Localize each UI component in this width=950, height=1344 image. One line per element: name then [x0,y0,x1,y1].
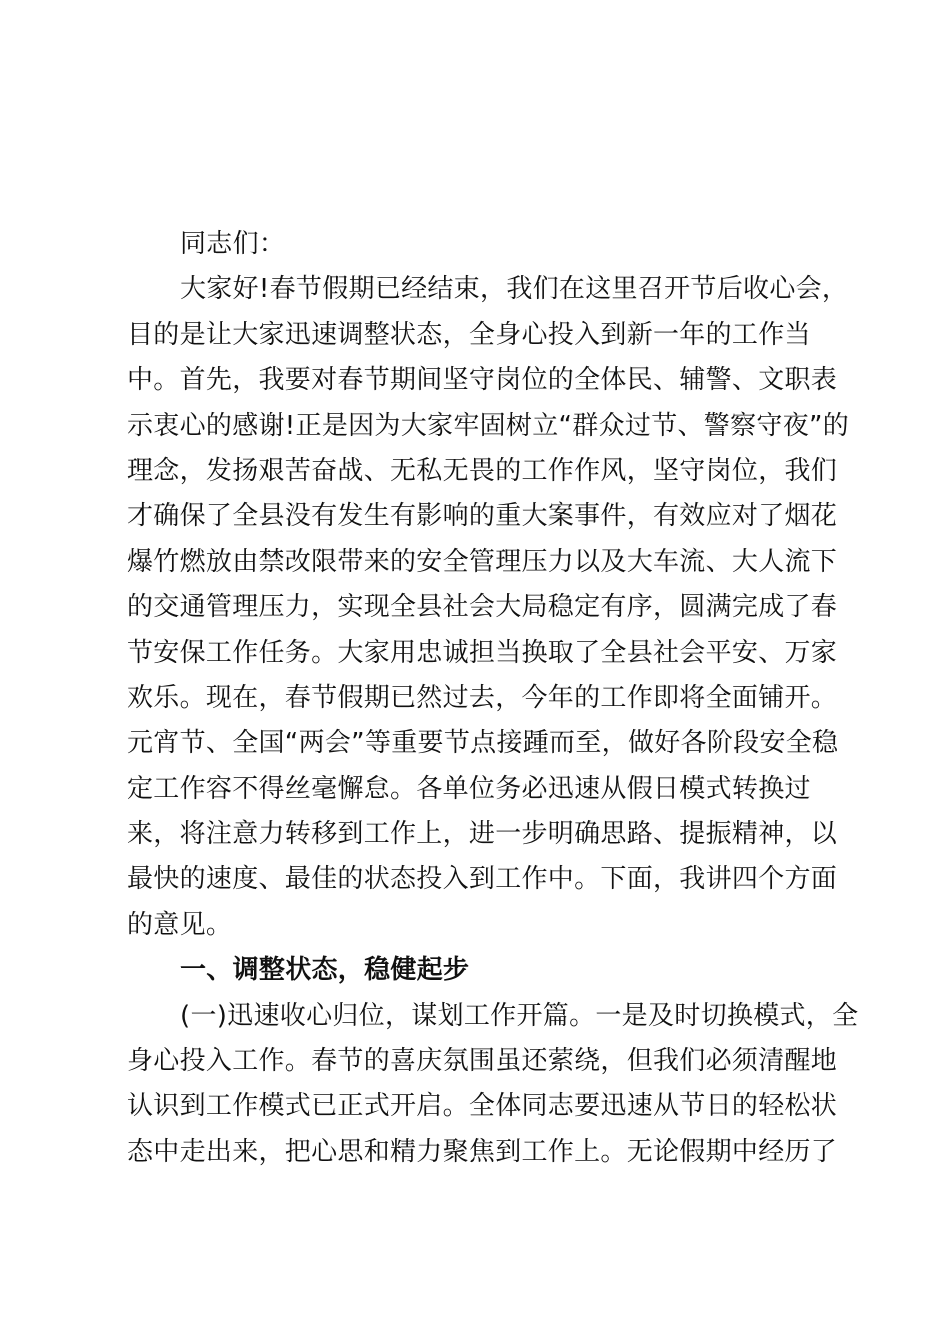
paragraph-1-line: 示衷心的感谢!正是因为大家牢固树立“群众过节、警察守夜”的 [127,410,850,441]
document-body [127,222,859,1175]
paragraph-1-line: 元宵节、全国“两会”等重要节点接踵而至，做好各阶段安全稳 [127,728,839,759]
paragraph-2-line: 认识到工作模式已正式开启。全体同志要迅速从节日的轻松状 [127,1091,838,1122]
section-heading: 一、调整状态，稳健起步 [180,955,470,986]
paragraph-1-line: 的交通管理压力，实现全县社会大局稳定有序，圆满完成了春 [127,592,838,623]
paragraph-1-line: 才确保了全县没有发生有影响的重大案事件，有效应对了烟花 [127,501,838,532]
paragraph-1-line: 的意见。 [127,909,233,940]
paragraph-2-line: (一)迅速收心归位，谋划工作开篇。一是及时切换模式，全 [180,1000,859,1031]
paragraph-1-line: 定工作容不得丝毫懈怠。各单位务必迅速从假日模式转换过 [127,773,811,804]
paragraph-2-line: 态中走出来，把心思和精力聚焦到工作上。无论假期中经历了 [127,1136,838,1167]
paragraph-1-line: 大家好!春节假期已经结束，我们在这里召开节后收心会， [180,274,849,305]
paragraph-1-line: 来，将注意力转移到工作上，进一步明确思路、提振精神，以 [127,819,838,850]
paragraph-1-line: 最快的速度、最佳的状态投入到工作中。下面，我讲四个方面 [127,864,838,895]
paragraph-1-line: 理念，发扬艰苦奋战、无私无畏的工作作风，坚守岗位，我们 [127,455,838,486]
paragraph-1-line: 目的是让大家迅速调整状态，全身心投入到新一年的工作当 [127,319,811,350]
paragraph-1-line: 节安保工作任务。大家用忠诚担当换取了全县社会平安、万家 [127,637,838,668]
paragraph-1-line: 中。首先，我要对春节期间坚守岗位的全体民、辅警、文职表 [127,365,838,396]
paragraph-1-line: 爆竹燃放由禁改限带来的安全管理压力以及大车流、大人流下 [127,546,838,577]
paragraph-1-line: 欢乐。现在，春节假期已然过去，今年的工作即将全面铺开。 [127,682,838,713]
paragraph-2-line: 身心投入工作。春节的喜庆氛围虽还萦绕，但我们必须清醒地 [127,1046,838,1077]
greeting: 同志们： [180,229,286,259]
